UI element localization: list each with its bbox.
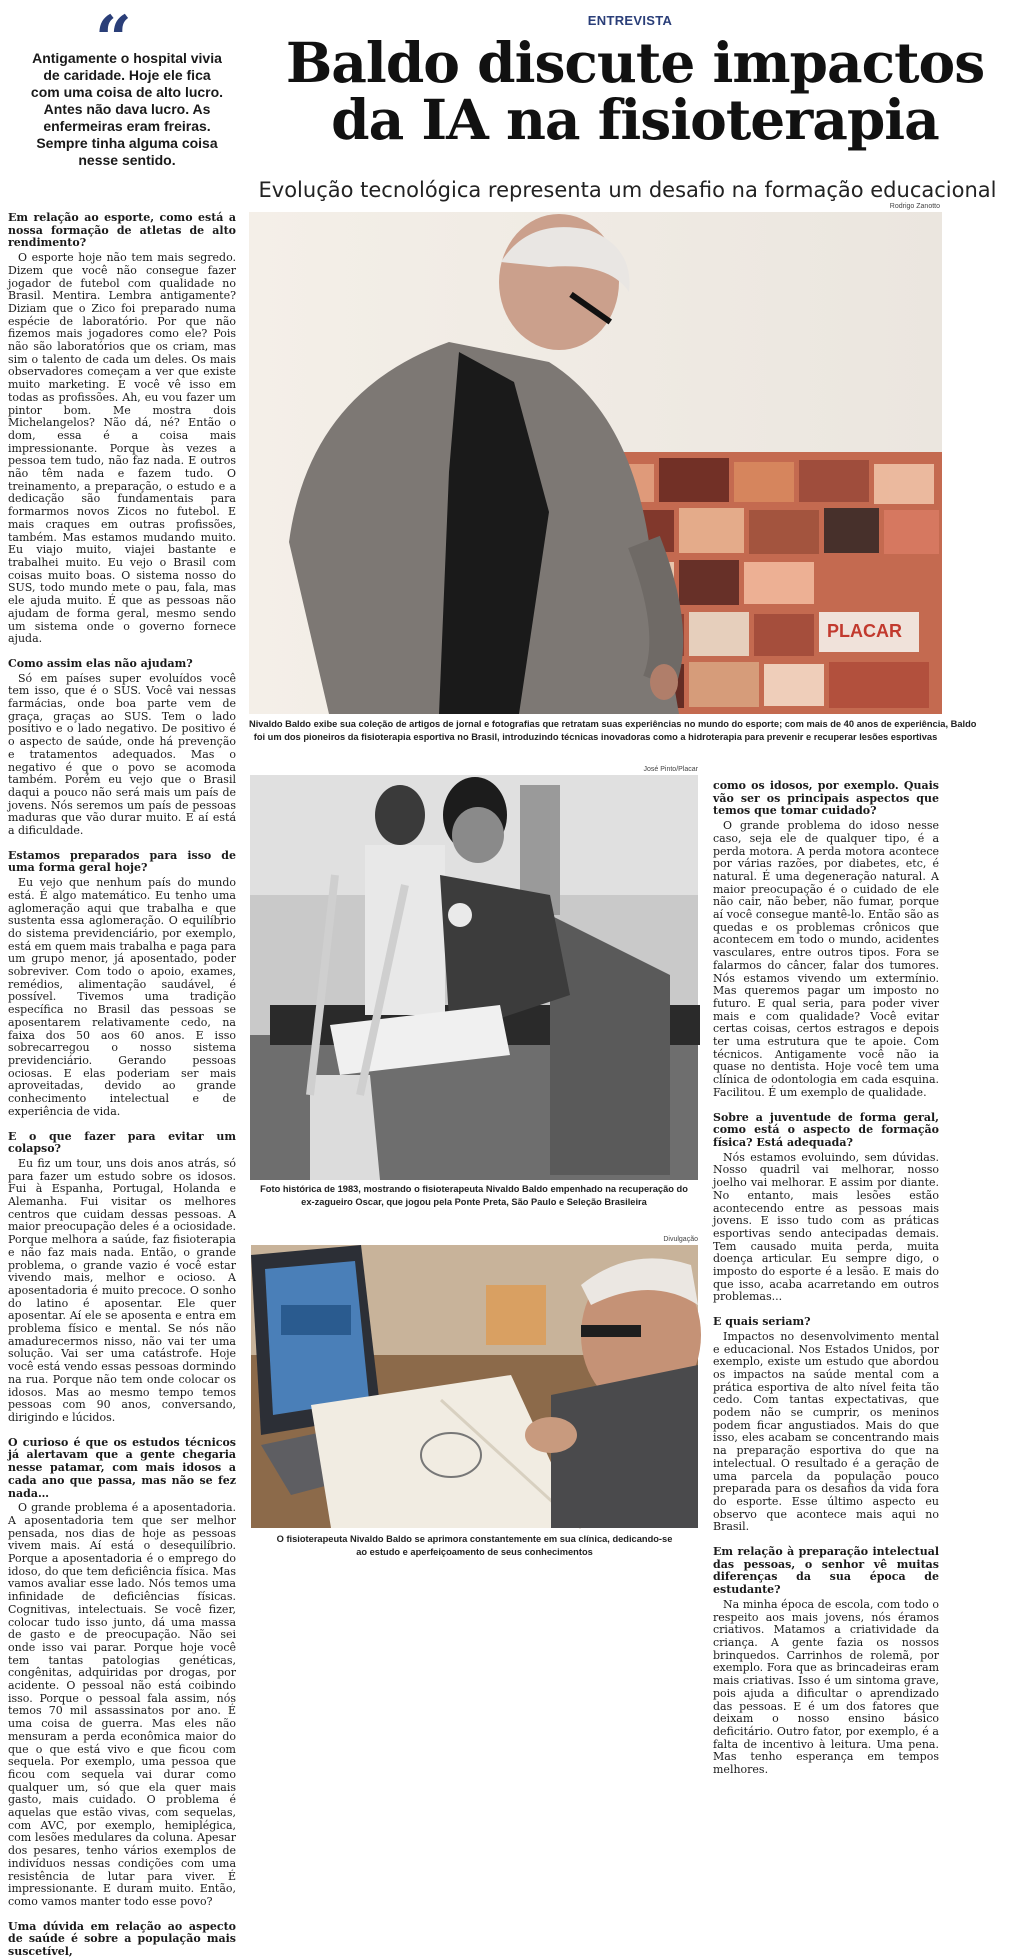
caption-line: Foto histórica de 1983, mostrando o fisioterapeuta Nivaldo Baldo empenhado na recuperação do xyxy=(260,1184,688,1194)
clinic-photo xyxy=(251,1245,698,1528)
interview-question: E o que fazer para evitar um colapso? xyxy=(8,1129,236,1156)
main-photo xyxy=(249,212,942,714)
historic-photo xyxy=(250,775,698,1180)
pull-quote-line: Sempre tinha alguma coisa xyxy=(36,135,218,151)
photo-credit-main: Rodrigo Zanotto xyxy=(889,203,940,210)
quote-mark-icon: “ xyxy=(95,2,132,77)
interview-answer: Só em países super evoluídos você tem isso, que é o SUS. Você vai nessas farmácias, onde boa parte vem de graça, graças ao SUS. Tem o lado positivo e o lado negativo. De positivo é o aspecto de saúde, onde há prevenção e tratamentos adequados. Mas o negativo é que o povo se acomoda também. Porém eu vejo que o Brasil daqui a pouco não será mais um país de jovens. Nós seremos um país de pessoas maduras que vão durar muito. E aí está a dificuldade. xyxy=(8,671,236,838)
interview-question: como os idosos, por exemplo. Quais vão ser os principais aspectos que temos que tomar cuidado? xyxy=(713,779,939,818)
caption-historic xyxy=(250,1183,698,1208)
interview-answer: Eu fiz um tour, uns dois anos atrás, só para fazer um estudo sobre os idosos. Fui à Espanha, Portugal, Holanda e Alemanha. Fui visitar os melhores centros que cuidam dessas pessoas. A maior preocupação deles é a ociosidade. Porque melhora a saúde, faz fisioterapia e não faz mais nada. Então, o grande problema, o grande vazio é você estar vivendo mais, melhor e ocioso. A aposentadoria é muito precoce. O sonho do latino é aposentar. Ele quer aposentar. Aí ele se aposenta e entra em problema físico e mental. Se nós não amadurecermos nisso, não vai ter uma solução. Vai ser uma catástrofe. Hoje você está vendo essas pessoas dormindo na rua. Porque não tem onde colocar os idosos. Mas ao mesmo tempo temos pessoas com 90 anos, conversando, dirigindo e lúcidos. xyxy=(8,1156,236,1424)
interview-answer: Eu vejo que nenhum país do mundo está. É algo matemático. Eu tenho uma aglomeração aqui que trabalha e que sustenta essa aglomeração. O equilíbrio do sistema previdenciário, por exemplo, está em quem mais trabalha e paga para um grupo menor, já aposentado, poder sobreviver. Com todo o apoio, exames, remédios, alimentação saudável, é possível. Tivemos uma tradição específica no Brasil das pessoas se aposentarem relativamente cedo, na faixa dos 50 aos 60 anos. E isso sobrecarregou o nosso sistema previdenciário. Gerando pessoas ociosas. E elas poderiam ser mais aproveitadas, devido ao grande conhecimento intelectual e de experiência de vida. xyxy=(8,876,236,1118)
article-column-right xyxy=(713,779,939,1777)
caption-main xyxy=(249,718,977,743)
section-label: ENTREVISTA xyxy=(587,13,673,28)
pull-quote-line: Antigamente o hospital vivia xyxy=(32,50,222,66)
interview-answer: Nós estamos evoluindo, sem dúvidas. Nosso quadril vai melhorar, nosso joelho vai melhorar. E assim por diante. No entanto, mais lesões estão acontecendo entre as pessoas mais jovens. E isso tudo com as práticas esportivas sendo antecipadas demais. Tem causado muita perda, muita doença articular. Eu sempre digo, o imposto do esporte é a lesão. E mais do que isso, acaba acarretando em outros problemas... xyxy=(713,1150,939,1304)
svg-text:PLACAR: PLACAR xyxy=(827,621,902,641)
subheadline: Evolução tecnológica representa um desafio na formação educacional xyxy=(258,178,997,202)
pull-quote-line: Antes não dava lucro. As xyxy=(43,101,211,117)
pull-quote-line: enfermeiras eram freiras. xyxy=(43,118,211,134)
interview-answer: O grande problema do idoso nesse caso, seja ele de qualquer tipo, é a perda motora. A perda motora acontece por várias razões, por diabetes, etc, é natural. É uma degeneração natural. A maior preocupação é o cuidado de ele não cair, não beber, não fumar, porque aí você consegue mantê-lo. Então são as quedas e os problemas crônicos que acontecem em todo o mundo, acidentes vasculares, entre outros tipos. Fora se falarmos do câncer, falar dos tumores. Nós estamos vivendo um extermínio. Mas queremos pagar um imposto no futuro. E qual seria, para poder viver mais e com qualidade? Você evitar certas coisas, certos estragos e depois ter uma estrutura que te apoie. Com técnicos. Antigamente você não ia quase no dentista. Hoje você tem uma clínica de odontologia em cada esquina. Facilitou. É um exemplo de qualidade. xyxy=(713,819,939,1099)
interview-answer: O esporte hoje não tem mais segredo. Dizem que você não consegue fazer jogador de futebol com qualidade no Brasil. Mentira. Lembra antigamente? Diziam que o Zico foi preparado numa espécie de laboratório. Por que não fizemos mais jogadores como ele? Pois não são laboratórios que os criam, mas sim o talento de cada um deles. Os mais observadores começam a ver que existe muito marketing. E você vê isso em todas as profissões. Ah, eu vou fazer um pintor bom. Me mostra dois Michelangelos? Não dá, né? Então o dom, essa é a coisa mais impressionante. Porque às vezes a pessoa tem tudo, não faz nada. E outros não têm nada e fazem tudo. O treinamento, a preparação, o estudo e a dedicação são fundamentais para formarmos novos Zicos no futebol. E mais craques em outras profissões, também. Mas estamos mudando muito. Eu viajo muito, viajei bastante e trabalhei muito. Eu vejo o Brasil com coisas muito boas. O sistema nosso do SUS, todo mundo mete o pau, fala, mas ele ajuda muito. É que as pessoas não ajudam de forma geral, mesmo sendo um sistema onde o governo fornece ajuda. xyxy=(8,251,236,646)
headline-line: Baldo discute impactos xyxy=(285,30,985,95)
interview-question: Estamos preparados para isso de uma forma geral hoje? xyxy=(8,848,236,875)
article-column-left xyxy=(8,211,236,1959)
interview-question: Uma dúvida em relação ao aspecto de saúde é sobre a população mais suscetível, xyxy=(8,1919,236,1959)
interview-question: E quais seriam? xyxy=(713,1315,811,1329)
interview-answer: Na minha época de escola, com todo o respeito aos mais jovens, nós éramos criativos. Matamos a criatividade da criança. A gente fazia os nossos brinquedos. Carrinhos de rolemã, por exemplo. Fora que as brincadeiras eram mais criativas. Isso é um sintoma grave, pois ajuda a dificultar o aprendizado das pessoas. E é um dos fatores que deixam o nosso ensino básico deficitário. Outro fator, por exemplo, é a falta de incentivo à leitura. Uma pena. Mas tenho esperança em tempos melhores. xyxy=(713,1597,939,1777)
caption-line: Nivaldo Baldo exibe sua coleção de artigos de jornal e fotografias que retratam suas experiências no mundo do esporte; com mais de 40 anos de experiência, Baldo xyxy=(249,719,977,729)
caption-line: O fisioterapeuta Nivaldo Baldo se aprimora constantemente em sua clínica, dedicando-se xyxy=(276,1534,673,1544)
interview-question: Sobre a juventude de forma geral, como está o aspecto de formação física? Está adequada? xyxy=(713,1110,939,1149)
caption-clinic xyxy=(251,1533,698,1558)
pull-quote-line: de caridade. Hoje ele fica xyxy=(43,67,211,83)
headline-line: da IA na fisioterapia xyxy=(331,87,939,152)
interview-question: Em relação ao esporte, como está a nossa formação de atletas de alto rendimento? xyxy=(8,211,236,250)
interview-question: O curioso é que os estudos técnicos já alertavam que a gente chegaria nesse patamar, com mais idosos a cada ano que passa, mas não se fez nada… xyxy=(8,1435,236,1500)
pull-quote-line: com uma coisa de alto lucro. xyxy=(30,84,224,100)
pull-quote-line: nesse sentido. xyxy=(78,152,176,168)
pull-quote xyxy=(14,50,240,169)
interview-answer: Impactos no desenvolvimento mental e educacional. Nos Estados Unidos, por exemplo, existe um estudo que abordou os impactos na saúde mental com a prática esportiva de alto nível feita tão cedo. Com tantas expectativas, que podem não se cumprir, os meninos podem ficar angustiados. Mais do que isso, eles acabam se concentrando mais na preparação esportiva do que na intelectual. O resultado é a geração de uma parcela da população pouco preparada para os desafios da vida fora do esporte. Esse último aspecto eu observo que acontece mais aqui no Brasil. xyxy=(713,1329,939,1534)
interview-question: Em relação à preparação intelectual das pessoas, o senhor vê muitas diferenças da sua época de estudante? xyxy=(713,1545,939,1597)
caption-line: ex-zagueiro Oscar, que jogou pela Ponte Preta, São Paulo e Seleção Brasileira xyxy=(301,1196,647,1207)
caption-line: foi um dos pioneiros da fisioterapia esportiva no Brasil, introduzindo técnicas inovadoras como a hidroterapia para prevenir e recuperar lesões esportivas xyxy=(253,731,938,742)
interview-question: Como assim elas não ajudam? xyxy=(8,656,193,670)
interview-answer: O grande problema é a aposentadoria. A aposentadoria tem que ser melhor pensada, nos dias de hoje as pessoas vivem mais. Aí está o desequilíbrio. Porque a aposentadoria é o emprego do idoso, do que tem deficiência física. Mas vamos avaliar esse lado. Nós temos uma infinidade de deficiências físicas. Cognitivas, intelectuais. Se você fizer, colocar tudo isso junto, dá uma massa de gasto e de preocupação. Não sei onde isso vai parar. Porque hoje você tem tantas patologias genéticas, congênitas, adquiridas por drogas, por acidente. O pessoal não está coibindo isso. Porque o pessoal fala assim, nós temos 70 mil assassinatos por ano. É uma coisa de guerra. Mas eles não mensuram a perda econômica maior do que o que está vivo e que ficou com sequela. Por exemplo, uma pessoa que ficou com sequela vai durar como qualquer um, só que ela quer mais gasto, mais cuidado. O problema é aquelas que estão vivas, com sequelas, com AVC, por exemplo, hemiplégica, com lesões medulares da coluna. Apesar dos pesares, tenho vários exemplos de indivíduos nessas condições com uma resistência de lutar para viver. É impressionante. E duram muito. Então, como vamos manter todo esse povo? xyxy=(8,1501,236,1908)
photo-credit-clinic: Divulgação xyxy=(663,1236,698,1243)
headline xyxy=(270,30,1000,152)
photo-credit-historic: José Pinto/Placar xyxy=(643,766,698,773)
caption-line: ao estudo e aperfeiçoamento de seus conhecimentos xyxy=(356,1546,593,1557)
